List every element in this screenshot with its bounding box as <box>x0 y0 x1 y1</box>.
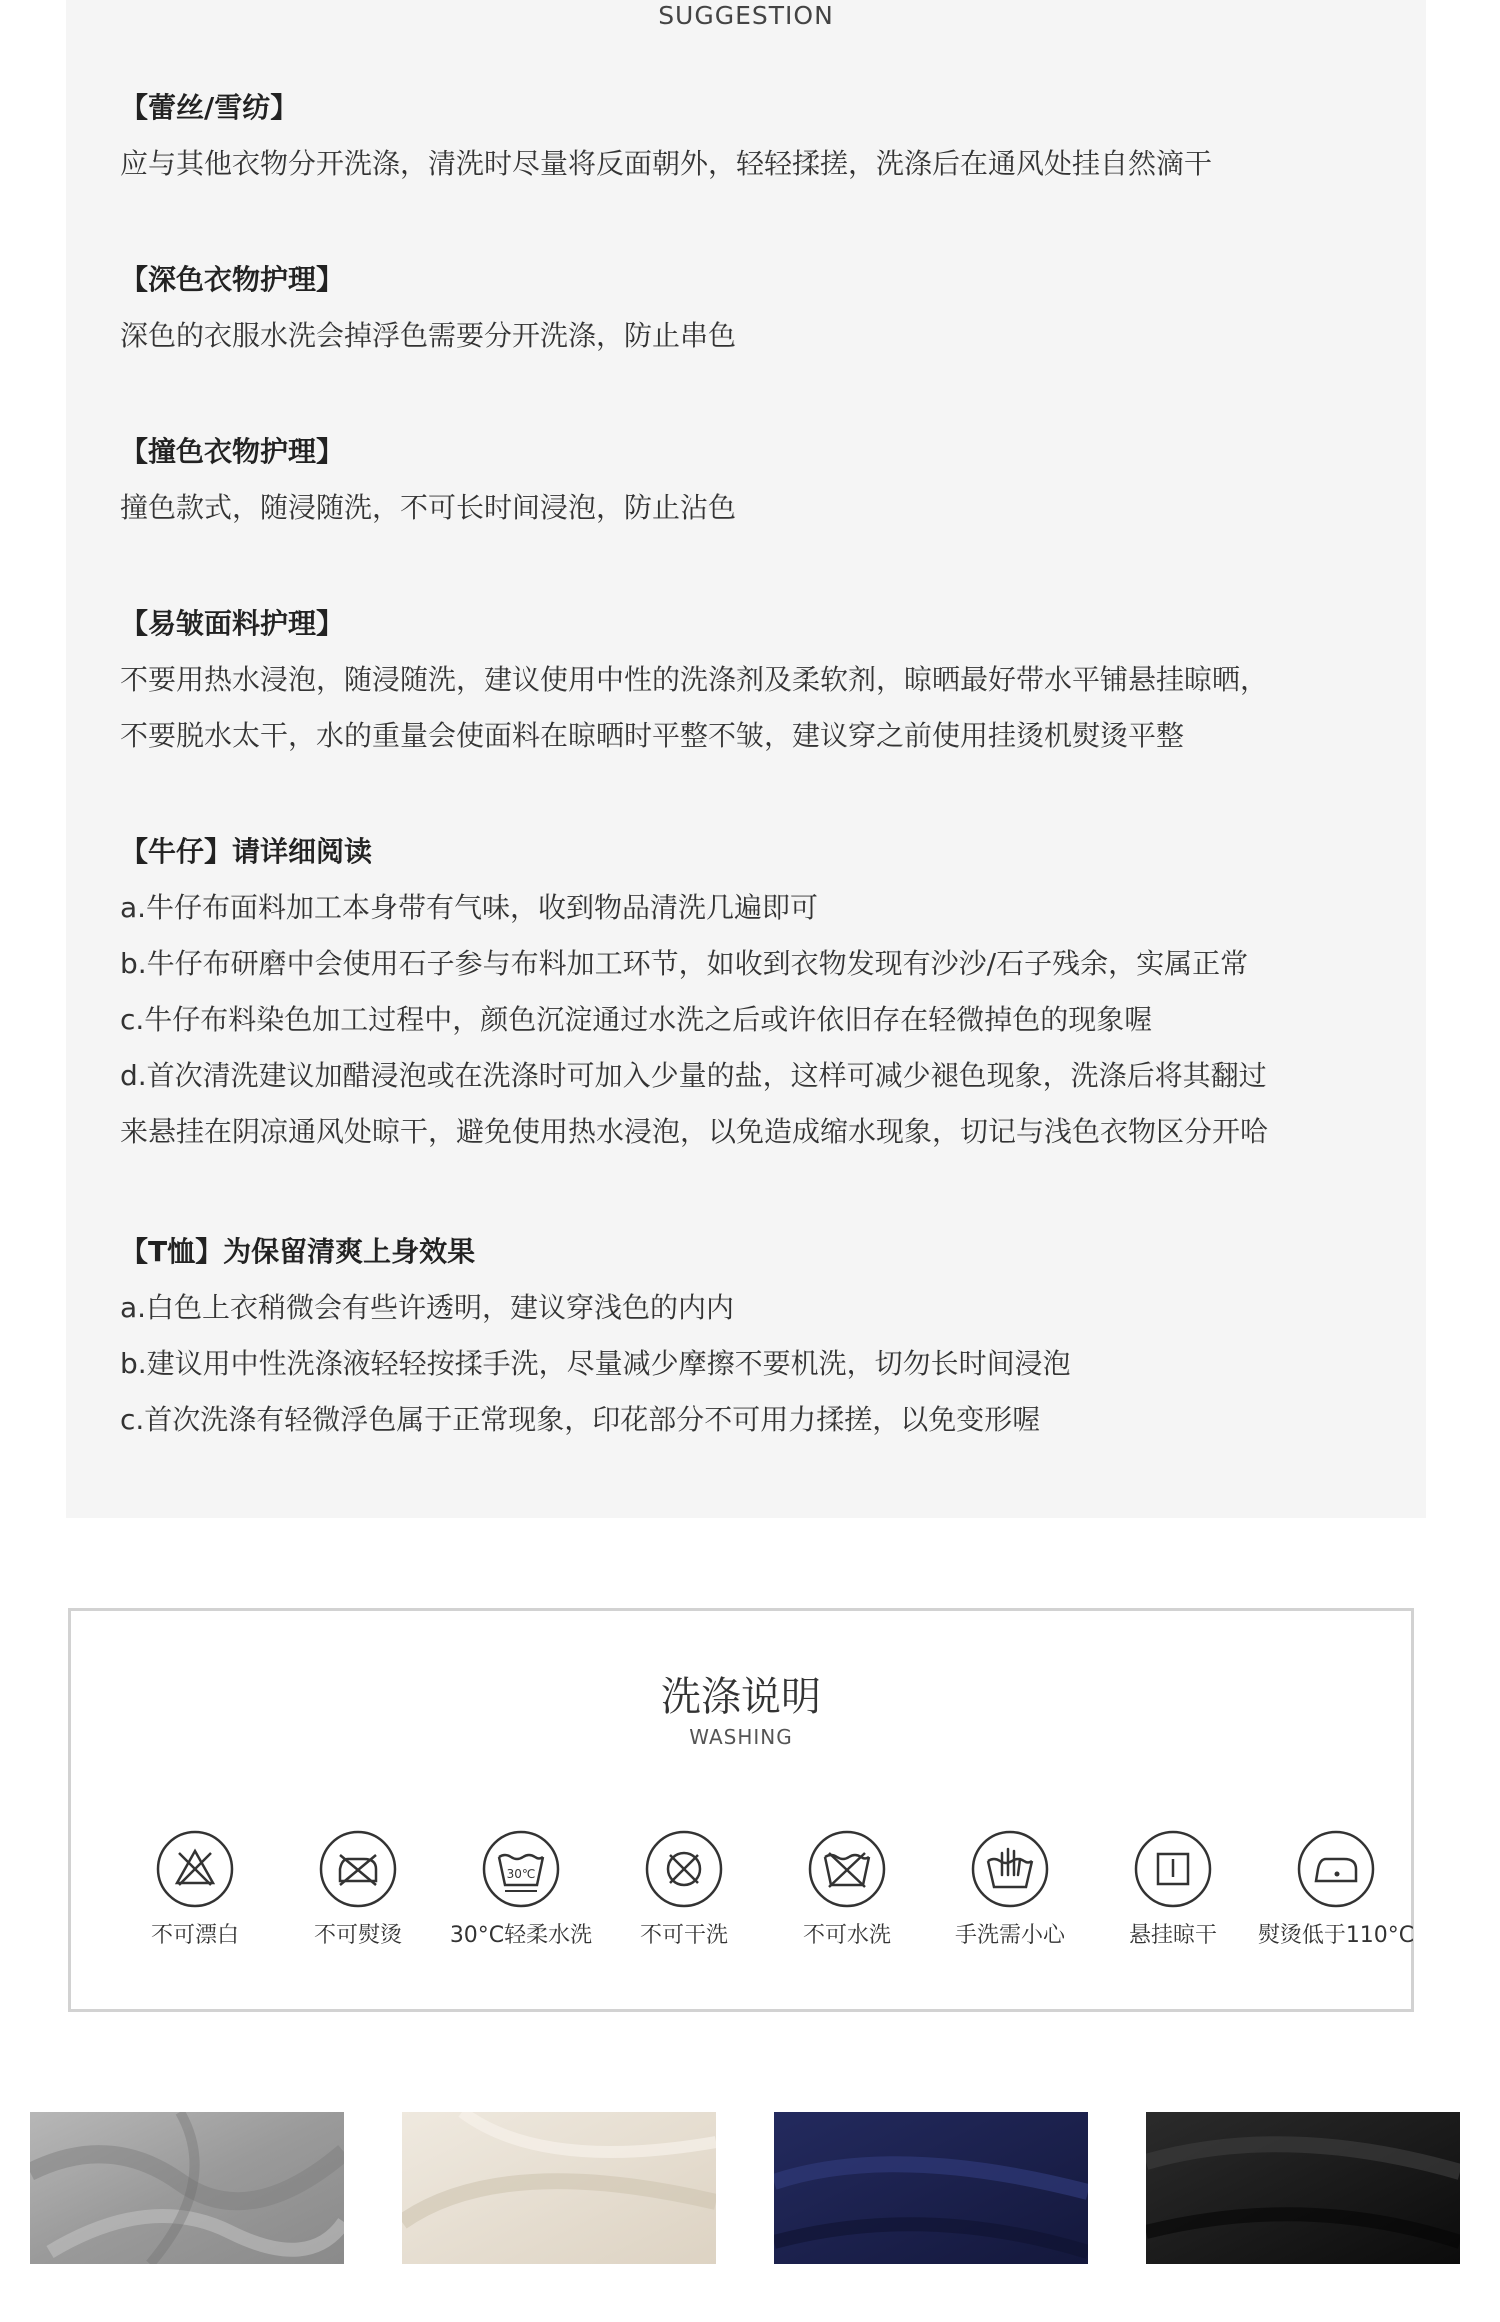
care-label: 熨烫低于110°C <box>1257 1923 1415 1948</box>
care-label: 不可漂白 <box>150 1923 239 1948</box>
care-label: 不可水洗 <box>802 1923 891 1948</box>
care-item <box>113 1829 277 1951</box>
fabric-swatch-linen <box>402 2112 716 2264</box>
wash-30-gentle-icon <box>481 1829 561 1909</box>
washing-title: 洗涤说明 <box>661 1674 821 1720</box>
fabric-swatch-navy <box>774 2112 1088 2264</box>
section-text: 深色的衣服水洗会掉浮色需要分开洗涤，防止串色 <box>120 319 737 352</box>
care-icons-row <box>71 1829 1415 1979</box>
section-text: c.首次洗涤有轻微浮色属于正常现象，印花部分不可用力揉搓，以免变形喔 <box>120 1403 1041 1436</box>
section-title: 【牛仔】请详细阅读 <box>120 835 373 868</box>
washing-instructions-box <box>68 1608 1414 2012</box>
section-title: 【蕾丝/雪纺】 <box>120 91 299 124</box>
care-section-wrinkle <box>120 604 1410 756</box>
fabric-swatch-grey <box>30 2112 344 2264</box>
care-section-contrast <box>120 432 1410 528</box>
care-item <box>602 1829 766 1951</box>
svg-text:30℃: 30℃ <box>506 1867 536 1881</box>
care-section-dark <box>120 260 1410 356</box>
care-label: 手洗需小心 <box>954 1923 1065 1948</box>
care-label: 30°C轻柔水洗 <box>449 1923 593 1948</box>
no-bleach-icon <box>155 1829 235 1909</box>
care-label: 悬挂晾干 <box>1128 1923 1217 1948</box>
section-text: 应与其他衣物分开洗涤，清洗时尽量将反面朝外，轻轻揉搓，洗涤后在通风处挂自然滴干 <box>120 147 1213 180</box>
section-text: a.牛仔布面料加工本身带有气味，收到物品清洗几遍即可 <box>120 891 819 924</box>
care-item <box>1254 1829 1418 1951</box>
section-title: 【撞色衣物护理】 <box>120 435 345 468</box>
fabric-swatch-black <box>1146 2112 1460 2264</box>
section-text: 撞色款式，随浸随洗，不可长时间浸泡，防止沾色 <box>120 491 737 524</box>
care-section-denim <box>120 832 1410 1152</box>
section-text: 来悬挂在阴凉通风处晾干，避免使用热水浸泡，以免造成缩水现象，切记与浅色衣物区分开哈 <box>120 1115 1269 1148</box>
hand-wash-icon <box>970 1829 1050 1909</box>
section-text: c.牛仔布料染色加工过程中，颜色沉淀通过水洗之后或许依旧存在轻微掉色的现象喔 <box>120 1003 1153 1036</box>
section-text: a.白色上衣稍微会有些许透明，建议穿浅色的内内 <box>120 1291 735 1324</box>
care-item <box>765 1829 929 1951</box>
section-text: 不要用热水浸泡，随浸随洗，建议使用中性的洗涤剂及柔软剂，晾晒最好带水平铺悬挂晾晒， <box>120 663 1269 696</box>
suggestion-heading: SUGGESTION <box>658 1 834 30</box>
care-item <box>1091 1829 1255 1951</box>
section-text: b.建议用中性洗涤液轻轻按揉手洗，尽量减少摩擦不要机洗，切勿长时间浸泡 <box>120 1347 1071 1380</box>
iron-low-icon <box>1296 1829 1376 1909</box>
no-dry-clean-icon <box>644 1829 724 1909</box>
section-title: 【易皱面料护理】 <box>120 607 345 640</box>
no-iron-icon <box>318 1829 398 1909</box>
section-text: b.牛仔布研磨中会使用石子参与布料加工环节，如收到衣物发现有沙沙/石子残余，实属正常 <box>120 947 1249 980</box>
hang-dry-icon <box>1133 1829 1213 1909</box>
care-item <box>276 1829 440 1951</box>
care-item <box>928 1829 1092 1951</box>
washing-subtitle: WASHING <box>689 1725 793 1749</box>
section-title: 【深色衣物护理】 <box>120 263 345 296</box>
section-title: 【T恤】为保留清爽上身效果 <box>120 1235 476 1268</box>
section-text: d.首次清洗建议加醋浸泡或在洗涤时可加入少量的盐，这样可减少褪色现象，洗涤后将其翻过 <box>120 1059 1267 1092</box>
suggestion-panel <box>66 0 1426 1518</box>
care-item <box>439 1829 603 1951</box>
care-label: 不可熨烫 <box>313 1923 402 1948</box>
care-section-lace <box>120 88 1410 184</box>
no-wash-icon <box>807 1829 887 1909</box>
care-label: 不可干洗 <box>639 1923 728 1948</box>
section-text: 不要脱水太干，水的重量会使面料在晾晒时平整不皱，建议穿之前使用挂烫机熨烫平整 <box>120 719 1185 752</box>
care-section-tshirt <box>120 1232 1410 1440</box>
